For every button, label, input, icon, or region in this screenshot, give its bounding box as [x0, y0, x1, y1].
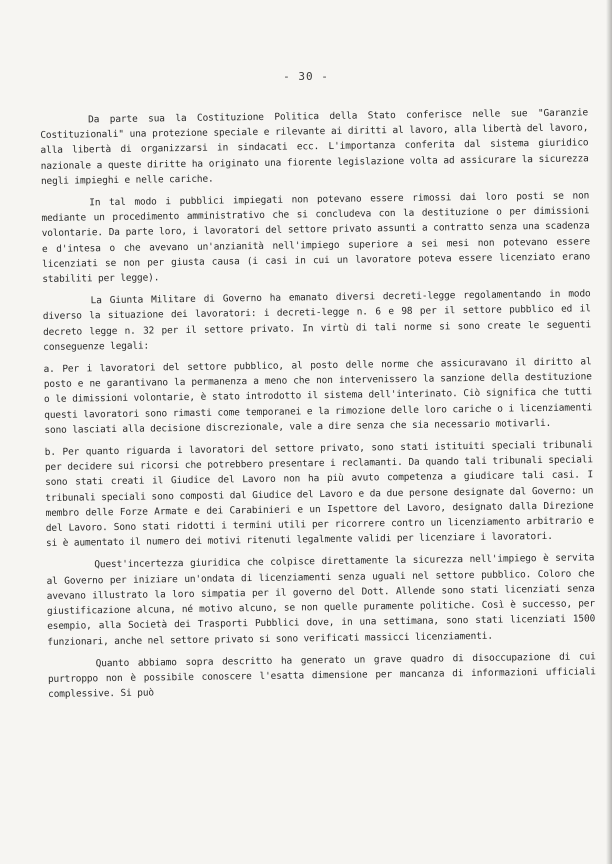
document-body: [40, 105, 596, 709]
page-edge-shadow: [606, 0, 612, 864]
page-number: - 30 -: [283, 70, 329, 83]
paragraph-unemployment: Quanto abbiamo sopra descritto ha generato un grave quadro di disoccupazione di cui purtroppo non è possibile conoscere l'esatta dimensione per mancanza di informazioni ufficiali complessive. Si può: [47, 650, 596, 701]
paragraph-constitution: Da parte sua la Costituzione Politica della Stato conferisce nelle sue "Garanzie Costituzionali" una protezione speciale e rilevante ai diritti al lavoro, alla libertà del lavoro, alla libertà di organizzarsi in sindacati ecc. L'importanza conferita dal sistema giuridico nazionale a queste diritte ha originato una fiorente legislazione volta ad assicurare la sicurezza negli impieghi e nelle cariche.: [40, 107, 589, 187]
paragraph-legal-uncertainty: Quest'incertezza giuridica che colpisce direttamente la sicurezza nell'impiego è servita al Governo per iniziare un'ondata di licenziamenti senza uguali nel settore pubblico. Coloro che avevano illustrato la loro simpatia per il governo del Dott. Allende sono stati licenziati senza giustificazione alcuna, né motivo alcuno, se non quelle puramente politiche. Così è successo, per esempio, alla Società dei Trasporti Pubblici dove, in una settimana, sono stati licenziati 1500 funzionari, anche nel settore privato si sono verificati massicci licenziamenti.: [46, 552, 596, 648]
paragraph-public-employees: In tal modo i pubblici impiegati non potevano essere rimossi dai loro posti se non mediante un procedimento amministrativo che si concludeva con la destituzione o per dimissioni volontarie. Da parte loro, i lavoratori del settore privato assunti a contratto senza una scadenza e d'intesa o che avevano un'anzianità nell'impiego superiore a sei mesi non potevano essere licenziati se non per giusta causa (i casi in cui un lavoratore poteva essere licenziato erano stabiliti per legge).: [41, 190, 591, 286]
paragraph-military-junta: La Giunta Militare di Governo ha emanato diversi decreti-legge regolamentando in modo diverso la situazione dei lavoratori: i decreti-legge n. 6 e 98 per il settore pubblico ed il decreto legge n. 32 per il settore privato. In virtù di tali norme si sono create le seguenti conseguenze legali:: [42, 288, 592, 353]
list-item-private-sector: b. Per quanto riguarda i lavoratori del settore privato, sono stati istituiti speciali tribunali per decidere sui ricorsi che potrebbero presentare i reclamanti. Da quando tali tribunali speciali sono stati creati il Giudice del Lavoro non ha più avuto competenza a giudicare tali casi. I tribunali speciali sono composti dal Giudice del Lavoro e da due persone designate dal Governo: un membro delle Forze Armate e dei Carabinieri e un Ispettore del Lavoro, designato dalla Direzione del Lavoro. Sono stati ridotti i termini utili per ricorrere contro un licenziamento arbitrario e si è aumentato il numero dei motivi ritenuti legalmente validi per licenziare i lavoratori.: [44, 439, 594, 550]
list-item-public-sector: a. Per i lavoratori del settore pubblico, al posto delle norme che assicuravano il diritto al posto e ne garantivano la permanenza a meno che non intervenissero la sanzione della destituzione o le dimissioni volontarie, è stato introdotto il sistema dell'interinato. Ciò significa che tutti questi lavoratori sono rimasti come temporanei e la rimozione delle loro cariche o i licenziamenti sono lasciati alla decisione discrezionale, vale a dire senza che sia necessario motivarli.: [43, 356, 593, 436]
